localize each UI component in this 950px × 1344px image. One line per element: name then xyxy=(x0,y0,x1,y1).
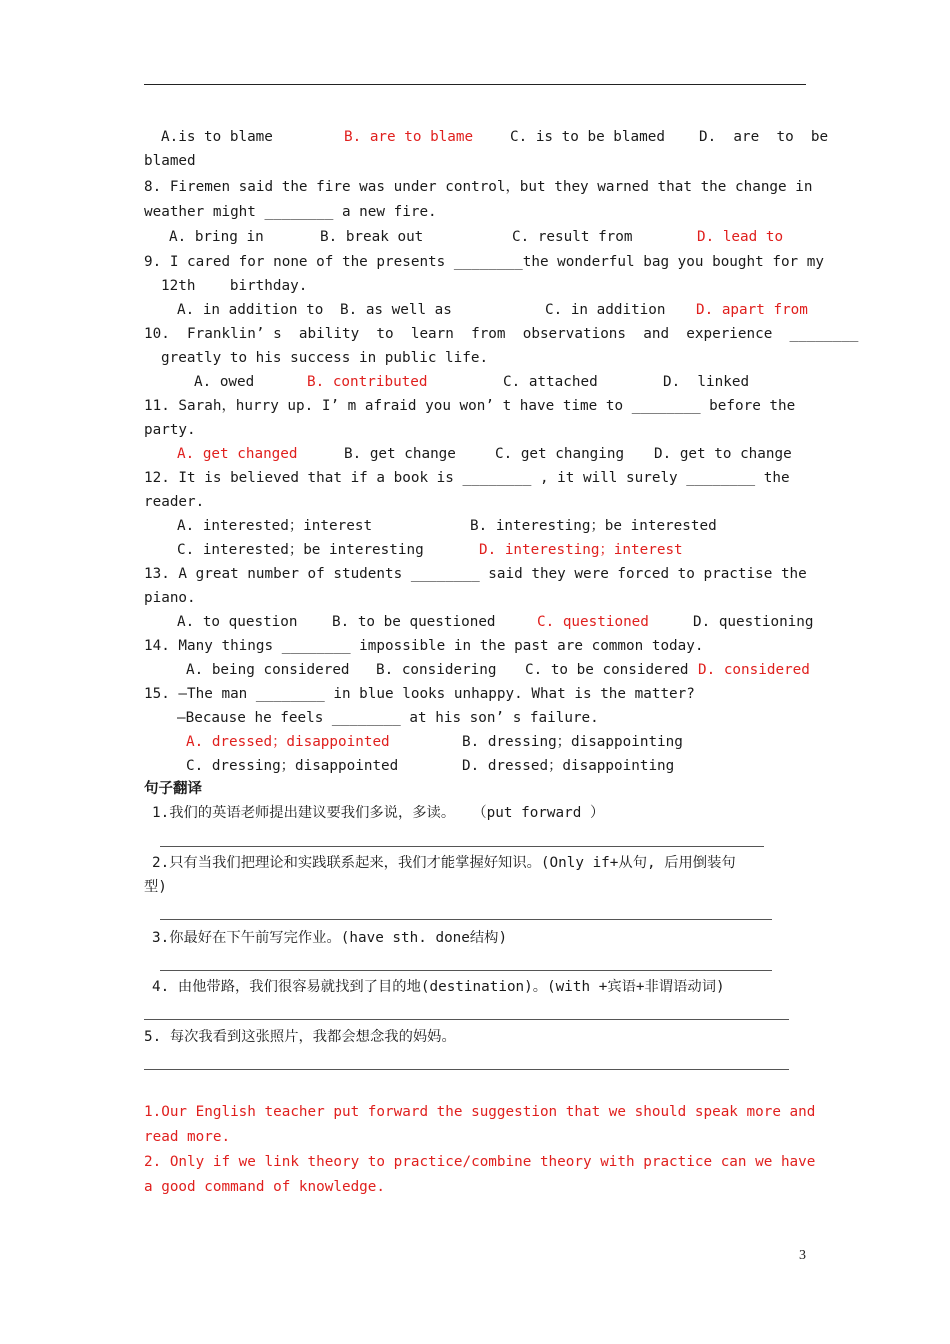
q10-line-2: greatly to his success in public life. xyxy=(161,350,489,366)
answer-line-5[interactable] xyxy=(144,1069,789,1070)
q11-option-d: D. get to change xyxy=(654,446,792,462)
translation-item-5: 5. 每次我看到这张照片，我都会想念我的妈妈。 xyxy=(144,1029,456,1045)
q8-line-1: 8. Firemen said the fire was under control，but they warned that the change in xyxy=(144,179,813,195)
q11-option-b: B. get change xyxy=(344,446,456,462)
q15-option-a-answer: A. dressed；disappointed xyxy=(186,734,390,750)
q13-option-b: B. to be questioned xyxy=(332,614,496,630)
page-number: 3 xyxy=(799,1248,806,1263)
q10-option-b-answer: B. contributed xyxy=(307,374,428,390)
q12-line-1: 12. It is believed that if a book is ________ , it will surely ________ the xyxy=(144,470,790,486)
q15-option-b: B. dressing；disappointing xyxy=(462,734,683,750)
q14-option-b: B. considering xyxy=(376,662,497,678)
q8-option-c: C. result from xyxy=(512,229,633,245)
q15-line-2: —Because he feels ________ at his son’ s failure. xyxy=(177,710,599,726)
q7-option-b-answer: B. are to blame xyxy=(344,129,474,145)
translation-item-2-line-2: 型) xyxy=(144,879,167,895)
answer-line-1[interactable] xyxy=(160,846,764,847)
q14-option-c: C. to be considered xyxy=(525,662,689,678)
q9-line-2: 12th birthday. xyxy=(161,278,308,294)
q11-line-2: party. xyxy=(144,422,196,438)
q9-option-c: C. in addition xyxy=(545,302,666,318)
q13-line-1: 13. A great number of students ________ said they were forced to practise the xyxy=(144,566,807,582)
q7-option-d-cont: blamed xyxy=(144,153,196,169)
q8-option-a: A. bring in xyxy=(169,229,264,245)
q15-option-c: C. dressing；disappointed xyxy=(186,758,399,774)
translation-item-2-line-1: 2.只有当我们把理论和实践联系起来，我们才能掌握好知识。(Only if+从句, 后用倒装句 xyxy=(152,855,736,871)
q9-line-1: 9. I cared for none of the presents ________the wonderful bag you bought for my xyxy=(144,254,824,270)
answer-2-line-1: 2. Only if we link theory to practice/combine theory with practice can we have xyxy=(144,1154,816,1170)
q15-line-1: 15. —The man ________ in blue looks unhappy. What is the matter? xyxy=(144,686,695,702)
q13-option-d: D. questioning xyxy=(693,614,814,630)
q12-line-2: reader. xyxy=(144,494,205,510)
answer-1-line-1: 1.Our English teacher put forward the suggestion that we should speak more and xyxy=(144,1104,816,1120)
q13-line-2: piano. xyxy=(144,590,196,606)
answer-line-3[interactable] xyxy=(160,970,772,971)
q15-option-d: D. dressed；disappointing xyxy=(462,758,675,774)
q7-option-d: D. are to be xyxy=(699,129,829,145)
q10-line-1: 10. Franklin’ s ability to learn from observations and experience ________ xyxy=(144,326,859,342)
translation-item-1: 1.我们的英语老师提出建议要我们多说，多读。 （put forward ） xyxy=(152,805,605,821)
q10-option-c: C. attached xyxy=(503,374,598,390)
section-heading-translation: 句子翻译 xyxy=(144,781,202,797)
q12-option-d-answer: D. interesting；interest xyxy=(479,542,683,558)
q14-option-a: A. being considered xyxy=(186,662,350,678)
q8-line-2: weather might ________ a new fire. xyxy=(144,204,437,220)
q7-option-c: C. is to be blamed xyxy=(510,129,665,145)
q14-line-1: 14. Many things ________ impossible in the past are common today. xyxy=(144,638,704,654)
q14-option-d-answer: D. considered xyxy=(698,662,810,678)
q9-option-a: A. in addition to xyxy=(177,302,324,318)
q13-option-c-answer: C. questioned xyxy=(537,614,649,630)
q11-line-1: 11. Sarah，hurry up. I’ m afraid you won’ t have time to ________ before the xyxy=(144,398,796,414)
q10-option-a: A. owed xyxy=(194,374,255,390)
q13-option-a: A. to question xyxy=(177,614,298,630)
answer-2-line-2: a good command of knowledge. xyxy=(144,1179,386,1195)
header-rule xyxy=(144,84,806,85)
answer-1-line-2: read more. xyxy=(144,1129,231,1145)
q12-option-b: B. interesting；be interested xyxy=(470,518,717,534)
answer-line-2[interactable] xyxy=(160,919,772,920)
q11-option-a-answer: A. get changed xyxy=(177,446,298,462)
q9-option-d-answer: D. apart from xyxy=(696,302,808,318)
q8-option-d-answer: D. lead to xyxy=(697,229,784,245)
q9-option-b: B. as well as xyxy=(340,302,452,318)
q8-option-b: B. break out xyxy=(320,229,424,245)
translation-item-4: 4. 由他带路，我们很容易就找到了目的地(destination)。(with +宾语+非谓语动词) xyxy=(152,979,725,995)
q12-option-c: C. interested；be interesting xyxy=(177,542,424,558)
translation-item-3: 3.你最好在下午前写完作业。(have sth. done结构) xyxy=(152,930,508,946)
q10-option-d: D. linked xyxy=(663,374,750,390)
q11-option-c: C. get changing xyxy=(495,446,625,462)
answer-line-4[interactable] xyxy=(144,1019,789,1020)
q12-option-a: A. interested；interest xyxy=(177,518,373,534)
q7-option-a: A.is to blame xyxy=(161,129,273,145)
